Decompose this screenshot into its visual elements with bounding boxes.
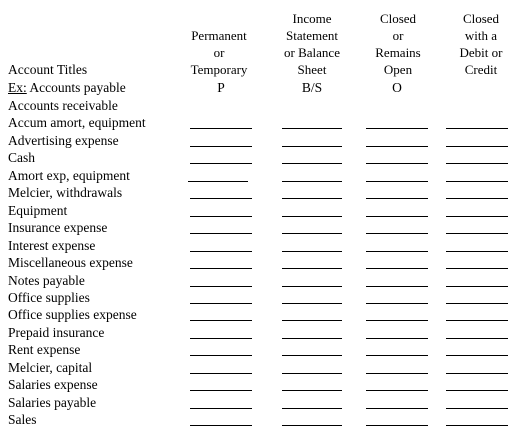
account-label: Insurance expense	[8, 220, 108, 236]
example-account: Accounts payable	[29, 80, 126, 95]
blank-statement[interactable]	[282, 355, 342, 356]
account-row	[0, 114, 523, 132]
header-line: Temporary	[190, 62, 248, 77]
account-label: Notes payable	[8, 272, 85, 288]
blank-debit-credit[interactable]	[446, 355, 508, 356]
blank-permanent-temporary[interactable]	[190, 233, 252, 234]
account-label: Equipment	[8, 202, 68, 218]
blank-debit-credit[interactable]	[446, 338, 508, 339]
blank-closed-open[interactable]	[366, 268, 428, 269]
account-label: Sales	[8, 412, 37, 428]
blank-permanent-temporary[interactable]	[190, 163, 252, 164]
header-line: Statement	[286, 28, 338, 43]
account-label: Accounts receivable	[8, 98, 118, 113]
account-row	[0, 324, 523, 342]
blank-closed-open[interactable]	[366, 146, 428, 147]
blank-statement[interactable]	[282, 233, 342, 234]
blank-permanent-temporary[interactable]	[190, 408, 252, 409]
blank-statement[interactable]	[282, 146, 342, 147]
blank-debit-credit[interactable]	[446, 390, 508, 391]
blank-debit-credit[interactable]	[446, 286, 508, 287]
account-label: Prepaid insurance	[8, 324, 105, 340]
header-line: Remains	[375, 45, 421, 60]
account-label: Melcier, withdrawals	[8, 185, 123, 201]
account-row	[0, 254, 523, 272]
blank-closed-open[interactable]	[366, 198, 428, 199]
blank-statement[interactable]	[282, 163, 342, 164]
header-line: Sheet	[297, 62, 327, 77]
blank-closed-open[interactable]	[366, 181, 428, 182]
blank-permanent-temporary[interactable]	[188, 181, 248, 182]
blank-debit-credit[interactable]	[446, 233, 508, 234]
blank-debit-credit[interactable]	[446, 146, 508, 147]
account-row	[0, 97, 523, 115]
account-row	[0, 219, 523, 237]
blank-closed-open[interactable]	[366, 338, 428, 339]
header-closed-with-debit-or-credit	[441, 10, 521, 78]
blank-permanent-temporary[interactable]	[190, 320, 252, 321]
blank-permanent-temporary[interactable]	[190, 268, 252, 269]
header-line: Credit	[464, 62, 498, 77]
example-row	[0, 79, 523, 97]
blank-permanent-temporary[interactable]	[190, 286, 252, 287]
account-row	[0, 237, 523, 255]
account-titles-header: Account Titles	[8, 62, 88, 77]
account-label: Miscellaneous expense	[8, 255, 133, 271]
account-label: Salaries expense	[8, 377, 98, 393]
account-row	[0, 289, 523, 307]
header-income-statement-or-balance-sheet	[276, 10, 348, 78]
blank-debit-credit[interactable]	[446, 181, 508, 182]
blank-permanent-temporary[interactable]	[190, 355, 252, 356]
account-row	[0, 341, 523, 359]
blank-closed-open[interactable]	[366, 163, 428, 164]
header-line: Income	[292, 11, 332, 26]
account-row	[0, 202, 523, 220]
blank-closed-open[interactable]	[366, 355, 428, 356]
blank-permanent-temporary[interactable]	[190, 373, 252, 374]
blank-closed-open[interactable]	[366, 233, 428, 234]
header-line: Open	[383, 62, 413, 77]
blank-statement[interactable]	[282, 251, 342, 252]
blank-permanent-temporary[interactable]	[190, 146, 252, 147]
blank-permanent-temporary[interactable]	[190, 425, 252, 426]
header-line: or Balance	[284, 45, 340, 60]
blank-permanent-temporary[interactable]	[190, 303, 252, 304]
account-label: Accum amort, equipment	[8, 115, 146, 131]
blank-permanent-temporary[interactable]	[190, 128, 252, 129]
header-line: Closed	[462, 11, 500, 26]
blank-closed-open[interactable]	[366, 286, 428, 287]
blank-statement[interactable]	[282, 181, 342, 182]
blank-debit-credit[interactable]	[446, 163, 508, 164]
blank-closed-open[interactable]	[366, 128, 428, 129]
blank-debit-credit[interactable]	[446, 251, 508, 252]
account-row	[0, 376, 523, 394]
blank-statement[interactable]	[282, 286, 342, 287]
example-answer-permanent-temporary: P	[217, 80, 225, 95]
account-label: Interest expense	[8, 237, 96, 253]
blank-closed-open[interactable]	[366, 425, 428, 426]
account-row	[0, 184, 523, 202]
header-line: or	[392, 28, 404, 43]
header-permanent-or-temporary	[180, 27, 258, 78]
blank-statement[interactable]	[282, 303, 342, 304]
blank-statement[interactable]	[282, 373, 342, 374]
example-prefix: Ex:	[8, 80, 27, 95]
header-line: Closed	[379, 11, 417, 26]
header-line: or	[213, 45, 225, 60]
blank-closed-open[interactable]	[366, 216, 428, 217]
account-label: Amort exp, equipment	[8, 167, 130, 183]
account-label: Office supplies	[8, 289, 90, 305]
account-row	[0, 272, 523, 290]
blank-debit-credit[interactable]	[446, 303, 508, 304]
example-label	[8, 79, 126, 96]
blank-permanent-temporary[interactable]	[190, 338, 252, 339]
account-row	[0, 149, 523, 167]
blank-statement[interactable]	[282, 216, 342, 217]
account-row	[0, 167, 523, 185]
account-label: Melcier, capital	[8, 359, 93, 375]
blank-debit-credit[interactable]	[446, 408, 508, 409]
blank-permanent-temporary[interactable]	[190, 390, 252, 391]
blank-statement[interactable]	[282, 128, 342, 129]
blank-debit-credit[interactable]	[446, 268, 508, 269]
header-line: Permanent	[191, 28, 247, 43]
account-row	[0, 394, 523, 412]
blank-debit-credit[interactable]	[446, 373, 508, 374]
account-label: Salaries payable	[8, 394, 97, 410]
blank-permanent-temporary[interactable]	[190, 216, 252, 217]
blank-closed-open[interactable]	[366, 251, 428, 252]
header-closed-or-remains-open	[362, 10, 434, 78]
blank-statement[interactable]	[282, 425, 342, 426]
blank-debit-credit[interactable]	[446, 198, 508, 199]
header-line: Debit or	[459, 45, 503, 60]
blank-statement[interactable]	[282, 198, 342, 199]
account-label: Rent expense	[8, 342, 81, 358]
example-answer-closed-open: O	[392, 80, 402, 95]
account-row	[0, 359, 523, 377]
blank-statement[interactable]	[282, 268, 342, 269]
blank-closed-open[interactable]	[366, 320, 428, 321]
account-label: Advertising expense	[8, 132, 119, 148]
account-row	[0, 306, 523, 324]
blank-closed-open[interactable]	[366, 303, 428, 304]
account-label: Cash	[8, 150, 35, 166]
blank-permanent-temporary[interactable]	[190, 198, 252, 199]
blank-statement[interactable]	[282, 320, 342, 321]
account-row	[0, 411, 523, 429]
blank-statement[interactable]	[282, 408, 342, 409]
blank-debit-credit[interactable]	[446, 128, 508, 129]
blank-debit-credit[interactable]	[446, 425, 508, 426]
blank-debit-credit[interactable]	[446, 216, 508, 217]
blank-closed-open[interactable]	[366, 390, 428, 391]
blank-statement[interactable]	[282, 338, 342, 339]
blank-permanent-temporary[interactable]	[190, 251, 252, 252]
account-label: Office supplies expense	[8, 307, 137, 323]
example-answer-statement: B/S	[301, 80, 323, 95]
blank-closed-open[interactable]	[366, 408, 428, 409]
blank-statement[interactable]	[282, 390, 342, 391]
blank-debit-credit[interactable]	[446, 320, 508, 321]
header-line: with a	[464, 28, 498, 43]
blank-closed-open[interactable]	[366, 373, 428, 374]
account-row	[0, 132, 523, 150]
